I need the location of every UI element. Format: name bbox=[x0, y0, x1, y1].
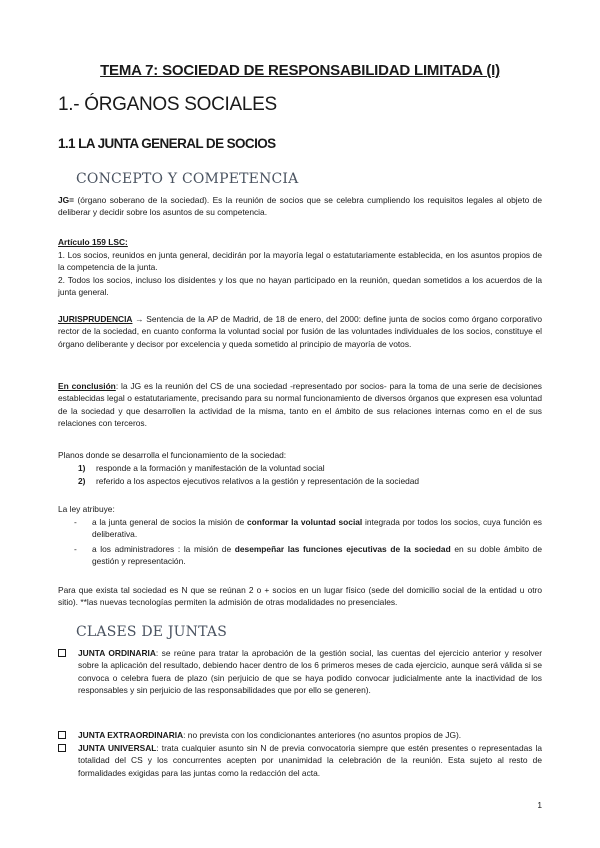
checkbox-icon bbox=[58, 731, 66, 739]
junta-text: : no prevista con los condicionantes anteriores (no asuntos propios de JG). bbox=[183, 730, 462, 740]
list-text bbox=[78, 647, 542, 696]
list-text bbox=[78, 729, 542, 741]
jg-text: (órgano soberano de la sociedad). Es la reunión de socios que se celebra cumpliendo los requisitos legales al objeto de deliberar y decidir sobre los asuntos de su competencia. bbox=[58, 195, 542, 218]
conclusion-paragraph bbox=[58, 380, 542, 429]
conclusion-text: : la JG es la reunión del CS de una sociedad -representado por socios- para la toma de una serie de decisiones establecidas legal o estatutariamente, precisando para su normal funcionamiento de diversos órganos que expresen esa voluntad de la sociedad y que desarrollen la actividad de la misma, tanto en el ámbito de sus relaciones internas como en el de sus relaciones con terceros. bbox=[58, 381, 542, 428]
document-title: TEMA 7: SOCIEDAD DE RESPONSABILIDAD LIMITADA (I) bbox=[100, 62, 500, 79]
list-text bbox=[92, 516, 542, 541]
ley-item-bold: conformar la voluntad social bbox=[247, 517, 363, 527]
dash-bullet: - bbox=[74, 517, 77, 527]
checkbox-icon bbox=[58, 744, 66, 752]
ley-item-text: en su doble ámbito de gestión y representación. bbox=[92, 544, 542, 567]
junta-text: : se reúne para tratar la aprobación de la gestión social, las cuentas del ejercicio anterior y resolver sobre la aplicación del resultado, debiendo hacer dentro de los 6 primeros meses de cada ejercicio, aunque será válida si se convoca o celebra fuera de plazo (sin perjuicio de que se haya podido convocar judicialmente ante la inactividad de los responsables y sin perjuicio de las responsabilidades que por ello se generen). bbox=[78, 648, 542, 695]
articulo-label-line bbox=[58, 236, 542, 248]
ley-item-text: a los administradores : la misión de bbox=[92, 544, 235, 554]
jurisprudencia-paragraph bbox=[58, 313, 542, 350]
list-text: responde a la formación y manifestación de la voluntad social bbox=[96, 463, 325, 473]
junta-label: JUNTA ORDINARIA bbox=[78, 648, 156, 658]
ley-item-text: a la junta general de socios la misión de bbox=[92, 517, 247, 527]
articulo-label: Artículo 159 LSC: bbox=[58, 237, 128, 247]
ley-intro: La ley atribuye: bbox=[58, 504, 115, 514]
junta-label: JUNTA UNIVERSAL bbox=[78, 743, 157, 753]
list-text: referido a los aspectos ejecutivos relativos a la gestión y representación de la sociedad bbox=[96, 476, 420, 486]
list-number: 1) bbox=[78, 463, 86, 473]
jurisprudencia-label: JURISPRUDENCIA bbox=[58, 314, 133, 324]
articulo-para-1: 1. Los socios, reunidos en junta general, decidirán por la mayoría legal o estatutariamente establecida, en los asuntos propios de la competencia de la junta. bbox=[58, 250, 542, 273]
junta-label: JUNTA EXTRAORDINARIA bbox=[78, 730, 184, 740]
jg-label: JG= bbox=[58, 195, 75, 205]
existencia-paragraph: Para que exista tal sociedad es N que se reúnan 2 o + socios en un lugar físico (sede del domicilio social de la entidad u otro sitio). **las nuevas tecnologías permiten la admisión de otras modalidades no presenciales. bbox=[58, 585, 542, 608]
section-heading: 1.- ÓRGANOS SOCIALES bbox=[58, 94, 277, 115]
conclusion-label: En conclusión bbox=[58, 381, 116, 391]
jurisprudencia-text: → Sentencia de la AP de Madrid, de 18 de enero, del 2000: define junta de socios como órgano corporativo rector de la sociedad, en cuanto conforma la voluntad social por fusión de las voluntades individuales de los socios, constituye el órgano deliberante y decisor por excelencia y queda sometido al principio de mayoría de votos. bbox=[58, 314, 542, 349]
checkbox-icon bbox=[58, 649, 66, 657]
list-text bbox=[92, 543, 542, 568]
articulo-para-2: 2. Todos los socios, incluso los disidentes y los que no hayan participado en la reunión, quedan sometidos a los acuerdos de la junta general. bbox=[58, 275, 542, 298]
jg-definition bbox=[58, 194, 542, 219]
junta-text: : trata cualquier asunto sin N de previa convocatoria siempre que estén presentes o representadas la totalidad del CS y los concurrentes acepten por unanimidad la celebración de la reunión. Esta sujeto al resto de formalidades exigidas para las juntas como la redacción del acta. bbox=[78, 743, 542, 778]
dash-bullet: - bbox=[74, 544, 77, 554]
concepto-heading: CONCEPTO Y COMPETENCIA bbox=[76, 171, 299, 187]
subsection-heading: 1.1 LA JUNTA GENERAL DE SOCIOS bbox=[58, 136, 276, 151]
ley-item-bold: desempeñar las funciones ejecutivas de la sociedad bbox=[234, 544, 451, 554]
list-number: 2) bbox=[78, 476, 86, 486]
clases-heading: CLASES DE JUNTAS bbox=[76, 624, 227, 640]
list-text bbox=[78, 742, 542, 779]
page-number: 1 bbox=[537, 800, 542, 810]
ley-item-text: integrada por todos los socios, cuya función es deliberativa. bbox=[92, 517, 542, 540]
planos-intro: Planos donde se desarrolla el funcionamiento de la sociedad: bbox=[58, 450, 287, 460]
